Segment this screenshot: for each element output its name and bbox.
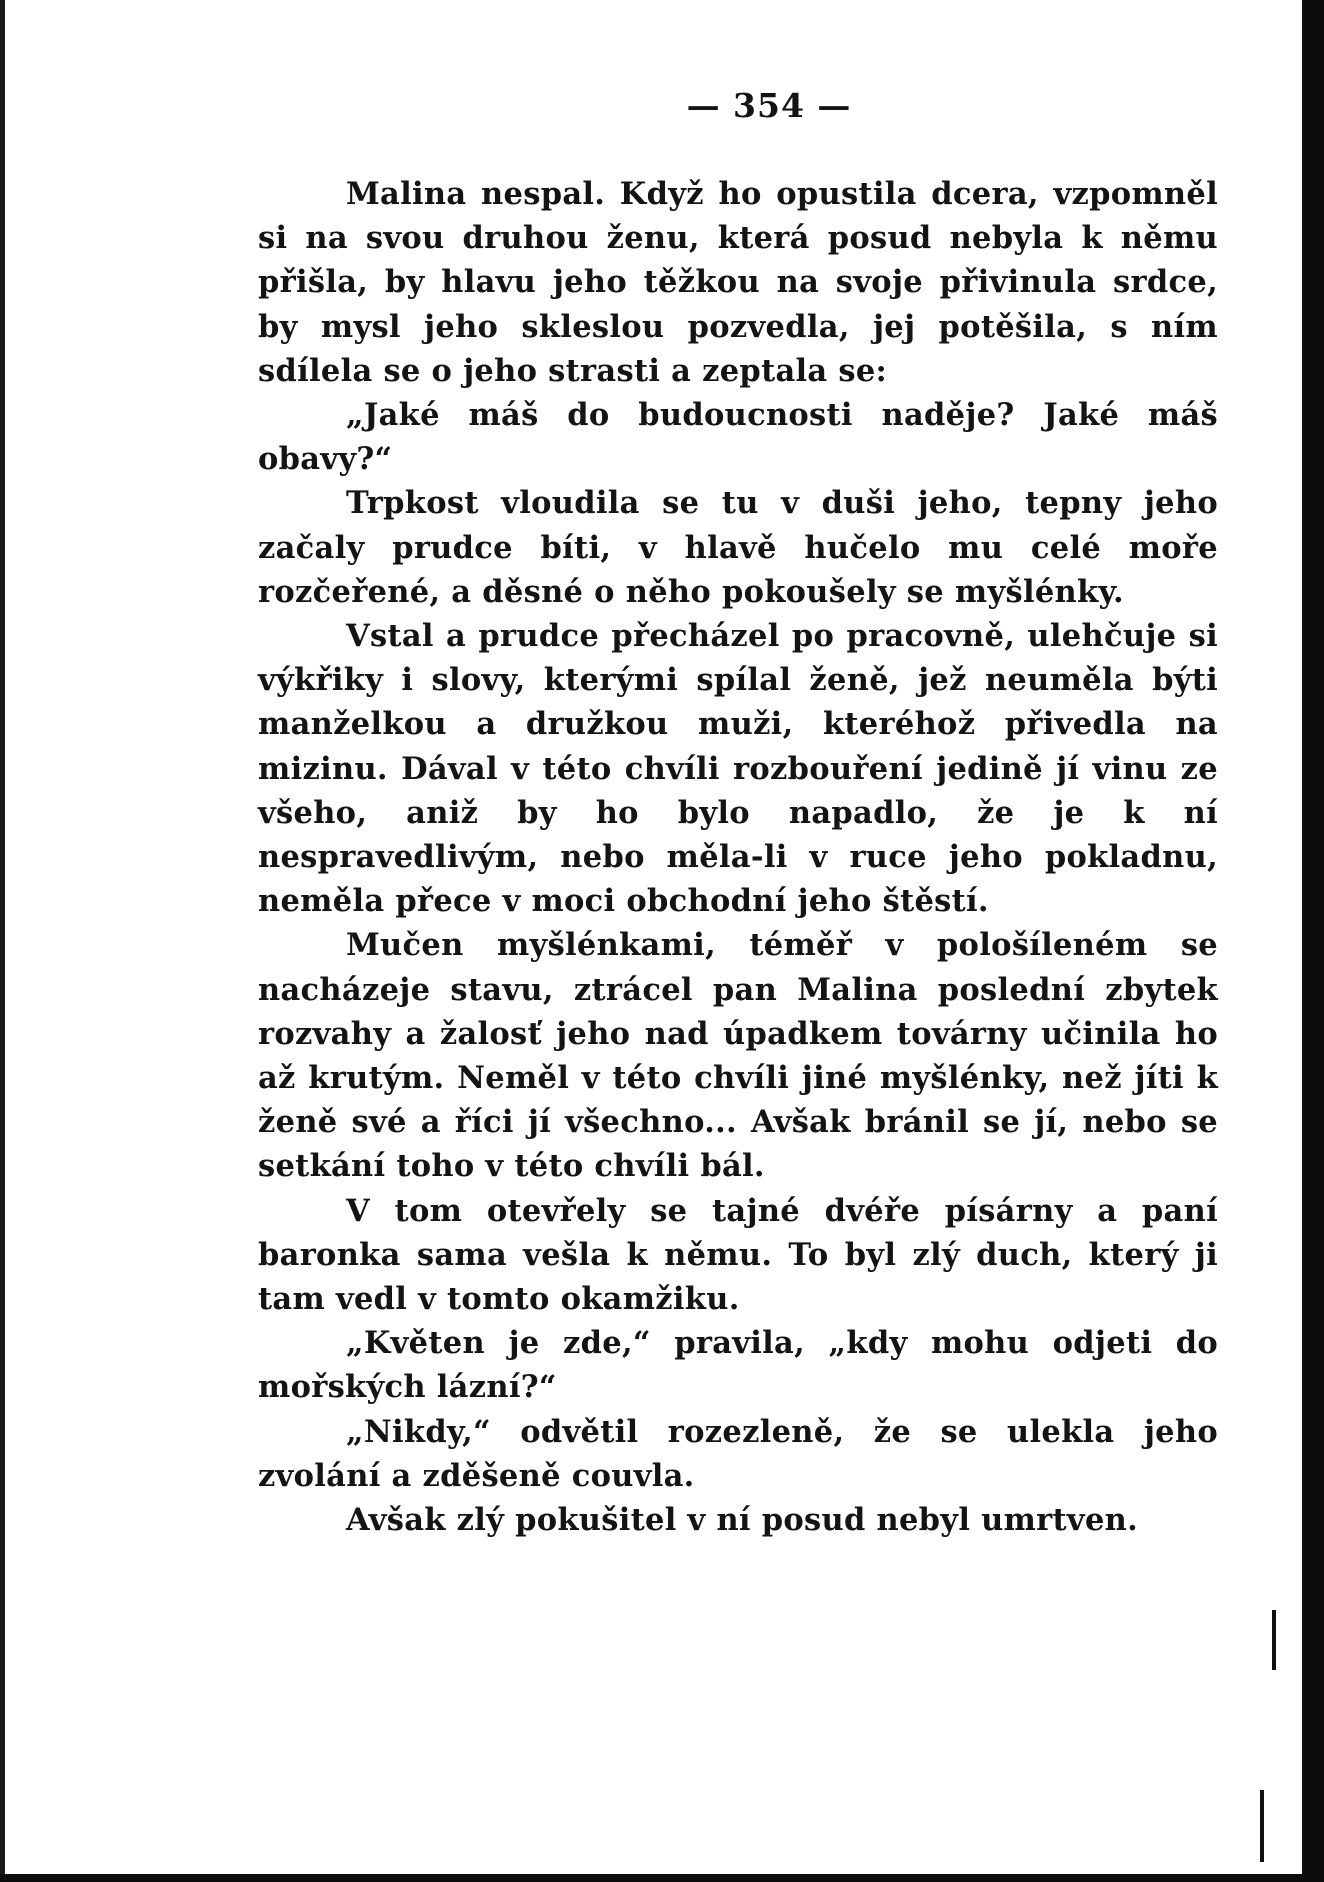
paragraph: V tom otevřely se tajné dvéře písárny a paní baronka sama vešla k němu. To byl zlý duch, který ji tam vedl v tomto okamžiku. xyxy=(258,1192,1218,1318)
paragraph: „Nikdy,“ odvětil rozezleně, že se ulekla jeho zvolání a zděšeně couvla. xyxy=(258,1413,1218,1494)
page-number: — 354 — xyxy=(686,86,852,125)
paragraph: Mučen myšlénkami, téměř v pološíleném se nacházeje stavu, ztrácel pan Malina poslední zbytek rozvahy a žalosť jeho nad úpadkem továrny učinila ho až krutým. Neměl v této chvíli jiné myšlénky, než jíti k ženě své a říci jí všechno... Avšak bránil se jí, nebo se setkání toho v této chvíli bál. xyxy=(258,927,1218,1185)
book-page xyxy=(258,80,1218,1542)
scan-edge-bottom xyxy=(0,1874,1324,1882)
paragraph: Avšak zlý pokušitel v ní posud nebyl umrtven. xyxy=(346,1502,1139,1539)
paragraph: Vstal a prudce přecházel po pracovně, ulehčuje si výkřiky i slovy, kterými spílal ženě, jež neuměla býti manželkou a družkou muži, kteréhož přivedla na mizinu. Dával v této chvíli rozbouření jedině jí vinu ze všeho, aniž by ho bylo napadlo, že je k ní nespravedlivým, nebo měla-li v ruce jeho pokladnu, neměla přece v moci obchodní jeho štěstí. xyxy=(258,618,1218,920)
scan-artifact-mark xyxy=(1260,1790,1264,1862)
scan-edge-left xyxy=(0,0,5,1882)
paragraph: „Jaké máš do budoucnosti naděje? Jaké máš obavy?“ xyxy=(258,397,1218,478)
paragraph: Trpkost vloudila se tu v duši jeho, tepny jeho začaly prudce bíti, v hlavě hučelo mu celé moře rozčeřené, a děsné o něho pokoušely se myšlénky. xyxy=(258,485,1218,610)
scan-artifact-mark xyxy=(1272,1610,1276,1670)
scan-edge-right xyxy=(1302,0,1324,1882)
paragraph: „Květen je zde,“ pravila, „kdy mohu odjeti do mořských lázní?“ xyxy=(258,1325,1218,1406)
paragraph: Malina nespal. Když ho opustila dcera, vzpomněl si na svou druhou ženu, která posud nebyla k němu přišla, by hlavu jeho těžkou na svoje přivinula srdce, by mysl jeho skleslou pozvedla, jej potěšila, s ním sdílela se o jeho strasti a zeptala se: xyxy=(258,176,1218,389)
